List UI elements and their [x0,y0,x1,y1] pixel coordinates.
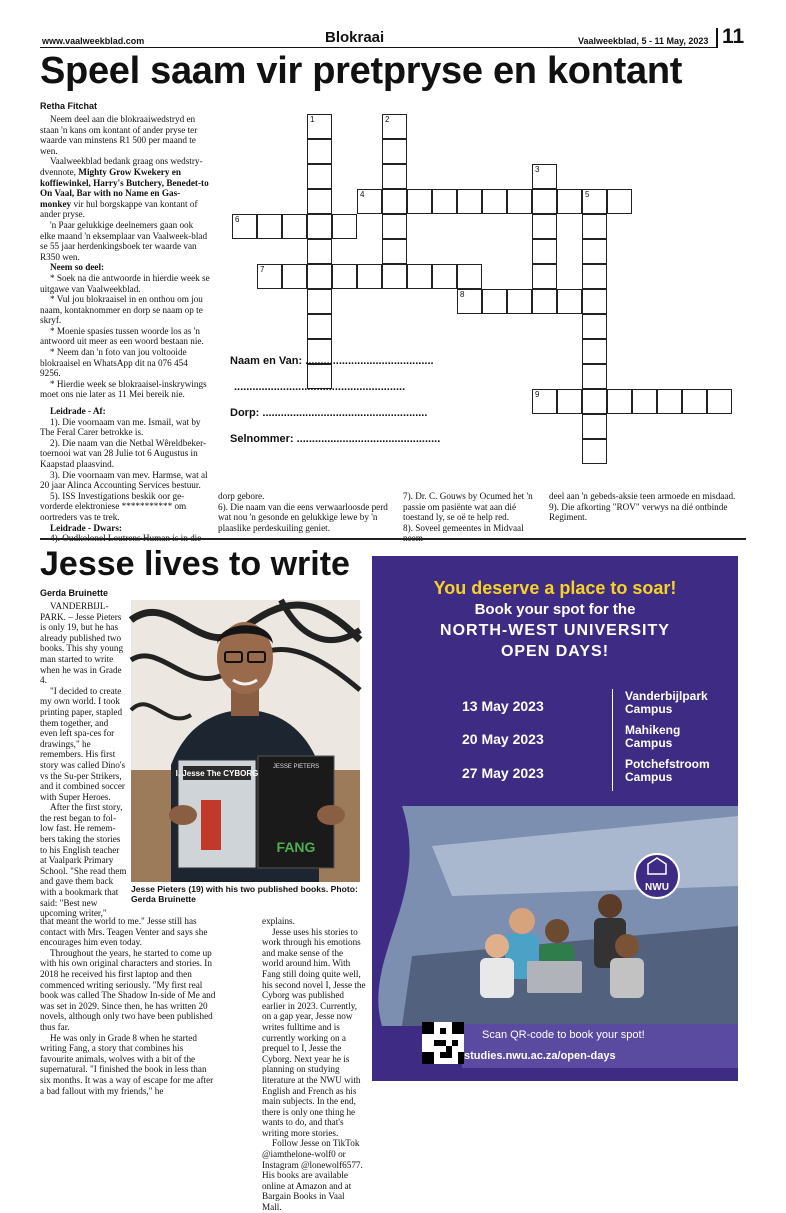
crossword-cell[interactable] [307,189,332,214]
crossword-cell[interactable] [582,239,607,264]
jesse-headline: Jesse lives to write [40,545,350,583]
crossword-cell[interactable] [307,289,332,314]
crossword-cell[interactable] [457,189,482,214]
jesse-article-text [40,601,127,919]
paragraph: 'n Paar gelukkige deelnemers gaan ook elke maand 'n eksemplaar van Vaalweek-blad se 55 jaar herdenkingsboek ter waarde van R350 wen. [40,219,208,262]
paragraph: Follow Jesse on TikTok @iamthelone-wolf0 or Instagram @lonewolf6577. His books are available online at Amazon and at Bargain Books in Vaal Mall. [262,1138,363,1213]
crossword-cell[interactable] [582,289,607,314]
clue-number: 1 [310,115,315,124]
crossword-cell[interactable] [582,439,607,464]
crossword-cell[interactable] [557,189,582,214]
ad-campus: Potchefstroom Campus [625,757,710,784]
crossword-cell[interactable] [382,264,407,289]
crossword-cell[interactable] [307,239,332,264]
ad-date: 27 May 2023 [462,765,544,781]
crossword-cell[interactable] [382,214,407,239]
instruction-item: * Neem dan 'n foto van jou voltooide blokraaisel en WhatsApp dit na 076 454 9256. [40,347,188,379]
clue-down: 2). Die naam van die Netbal Wêreldbeker-toernooi wat van 28 Julie tot 6 Augustus in Kaapstad plaasvind. [40,437,207,469]
crossword-cell[interactable] [307,164,332,189]
clue-down: 5). ISS Investigations beskik oor ge-vorderde elektroniese *********** om oortreders vas te trek. [40,490,187,522]
page-number: 11 [722,25,745,48]
clue-number: 5 [585,190,590,199]
instructions-title: Neem so deel: [50,262,105,273]
crossword-cell[interactable] [307,264,332,289]
instruction-item: * Hierdie week se blokraaisel-inskrywings moet ons nie later as 11 Mei bereik nie. [40,378,207,400]
crossword-cell[interactable] [607,389,632,414]
paragraph: VANDERBIJL-PARK. – Jesse Pieters is only 19, but he has already published two books. This shy young man started to write when he was in Grade 4. [40,601,124,686]
crossword-cell[interactable] [257,214,282,239]
ad-university: NORTH-WEST UNIVERSITY [440,622,670,639]
crossword-cell[interactable] [557,289,582,314]
header-rule [40,47,718,48]
photo-caption: Jesse Pieters (19) with his two published books. Photo: Gerda Bruinette [131,884,358,904]
clue-number: 4 [360,190,365,199]
clue-number: 8 [460,290,465,299]
clue-strip: dorp gebore. 6). Die naam van die eens verwaarloosde perd wat nou 'n gesonde en gelukkige lewe by 'n plaaslike perdeskuiling geniet. [218,491,388,533]
name-field-line2[interactable]: ........................................................ [234,381,406,393]
paragraph: that meant the world to me." Jesse still has contact with Mrs. Teagen Venter and says she encourages him even today. [40,916,208,948]
paragraph: Jesse uses his stories to work through his emotions and make sense of the world around him. With Fang still doing quite well, his second novel I, Jesse the Cyborg was published earlier in 2023. Currently, on a gap year, Jesse now writes fulltime and is currently working on a prequel to I, Jesse the Cyborg. Next year he is planning on studying literature at the NWU with English and French as his main subjects. In the end, there is only one thing he wants to do, and that's writing more stories. [262,926,366,1138]
crossword-cell[interactable] [432,264,457,289]
crossword-cell[interactable] [532,214,557,239]
clue-number: 7 [260,265,265,274]
jesse-photo [131,600,360,882]
crossword-cell[interactable] [582,314,607,339]
crossword-cell[interactable] [432,189,457,214]
crossword-cell[interactable] [382,139,407,164]
crossword-article-text [40,114,210,544]
ad-slogan: You deserve a place to soar! [433,578,677,598]
crossword-cell[interactable] [282,214,307,239]
crossword-cell[interactable] [382,164,407,189]
crossword-cell[interactable] [532,239,557,264]
clue-strip: deel aan 'n gebeds-aksie teen armoede en misdaad. 9). Die afkorting "ROV" verwys na dié ontbinde Regiment. [549,491,736,523]
clue-number: 3 [535,165,540,174]
issue-date: Vaalweekblad, 5 - 11 May, 2023 [578,36,709,46]
header-divider [716,28,718,47]
crossword-cell[interactable] [382,239,407,264]
crossword-cell[interactable] [407,264,432,289]
crossword-cell[interactable] [407,189,432,214]
paragraph: explains. [262,916,295,926]
crossword-cell[interactable] [332,264,357,289]
crossword-cell[interactable] [557,389,582,414]
crossword-cell[interactable] [532,189,557,214]
ad-date: 13 May 2023 [462,698,544,714]
crossword-cell[interactable] [382,189,407,214]
crossword-cell[interactable] [707,389,732,414]
date-divider [612,757,613,791]
crossword-cell[interactable] [507,189,532,214]
crossword-cell[interactable] [582,389,607,414]
paragraph: Neem deel aan die blokraaiwedstryd en staan 'n kans om kontant of ander pryse ter waarde van minstens R1 500 per maand te wen. [40,114,198,156]
crossword-cell[interactable] [607,189,632,214]
ad-campus: Vanderbijlpark Campus [625,689,708,716]
paragraph: Throughout the years, he started to come up with his own original characters and stories. In 2018 he received his first laptop and then commenced writing seriously. "My first real book was called The Shadow In-side of Me and was set in 2029. Since then, he has written 20 novels, although only two have been published thus far. [40,947,216,1032]
section-divider [40,538,746,540]
book1-title: I, Jesse The CYBORG [175,769,259,778]
crossword-headline: Speel saam vir pretpryse en kontant [40,50,683,92]
crossword-cell[interactable] [582,339,607,364]
book2-title: FANG [276,839,316,855]
name-field[interactable]: Naam en Van: .......................................... [230,355,434,367]
crossword-cell[interactable] [582,214,607,239]
date-divider [612,689,613,723]
crossword-cell[interactable] [332,214,357,239]
crossword-cell[interactable] [532,264,557,289]
paragraph: After the first story, the rest began to fol-low fast. He remem-bers taking the stories to his English teacher at Vaalpark Primary School. "She read them and gave them back with a bookmark that said: "Best new upcoming writer," [40,802,127,919]
clue-number: 9 [535,390,540,399]
crossword-cell[interactable] [307,139,332,164]
crossword-cell[interactable] [482,189,507,214]
instruction-item: * Moenie spasies tussen woorde los as 'n antwoord uit meer as een woord bestaan nie. [40,325,204,347]
students-image [372,806,738,1026]
town-field[interactable]: Dorp: ...................................................... [230,407,428,419]
instruction-item: * Vul jou blokraaisel in en onthou om jou naam, kontaknommer en dorp se naam op te skryf. [40,294,203,326]
clues-down-title: Leidrade - Af: [50,406,106,417]
phone-field[interactable]: Selnommer: ............................................... [230,433,441,445]
crossword-cell[interactable] [682,389,707,414]
ad-date: 20 May 2023 [462,731,544,747]
crossword-cell[interactable] [582,414,607,439]
qr-code[interactable] [422,1022,464,1064]
instruction-item: * Soek na die antwoorde in hierdie week se uitgawe van Vaalweekblad. [40,272,210,294]
ad-url[interactable]: studies.nwu.ac.za/open-days [464,1050,616,1062]
crossword-cell[interactable] [357,264,382,289]
paragraph: He was only in Grade 8 when he started writing Fang, a story that combines his favourite animals, wolves with a bit of the supernatural. "I finished the book in less than six months. It was a way of escape for me after a bad fallout with my friends," he [40,1032,214,1096]
crossword-cell[interactable] [482,289,507,314]
crossword-cell[interactable] [657,389,682,414]
paragraph: Vaalweekblad bedank graag ons wedstry-dvennote, Mighty Grow Kwekery en koffiewinkel, Harry's Butchery, Benedet-to On Vaal, Bar with no Name en Gas-monkey vir hul borgskappe van kontant of ander pryse. [40,156,209,220]
crossword-cell[interactable] [632,389,657,414]
crossword-cell[interactable] [582,264,607,289]
website-url: www.vaalweekblad.com [42,36,145,46]
qr-icon [422,1022,464,1064]
ad-campus: Mahikeng Campus [625,723,681,750]
crossword-cell[interactable] [507,289,532,314]
clue-down: 3). Die voornaam van mev. Harmse, wat al 20 jaar Alinca Accounting Services bestuur. [40,469,208,491]
clues-across-title: Leidrade - Dwars: [50,522,122,533]
crossword-byline: Retha Fitchat [40,101,98,111]
crossword-cell[interactable] [282,264,307,289]
clue-number: 6 [235,215,240,224]
crossword-cell[interactable] [582,364,607,389]
crossword-cell[interactable] [307,314,332,339]
nwu-badge-text: NWU [645,882,669,893]
jesse-article-text [262,916,366,1213]
ad-scan-text: Scan QR-code to book your spot! [482,1029,645,1041]
crossword-cell[interactable] [307,214,332,239]
section-title: Blokraai [325,29,385,46]
jesse-article-text [40,916,218,1096]
crossword-cell[interactable] [457,264,482,289]
nwu-advert[interactable] [372,556,738,1081]
clue-number: 2 [385,115,390,124]
clue-strip: 7). Dr. C. Gouws by Ocumed het 'n passie om pasiënte wat aan dié toestand ly, se oë te help red. 8). Soveel gemeentes in Midvaal [403,491,533,533]
jesse-byline: Gerda Bruinette [40,588,109,598]
paragraph: "I decided to create my own world. I took printing paper, stapled them together, and even left spa-ces for drawings," he remembers. His first story was called Dino's vs the Su-per Strikers, and it combined soccer with Super Heroes. [40,685,126,802]
ad-open-days: OPEN DAYS! [500,643,610,660]
clue-down: 1). Die voornaam van me. Ismail, wat by The Feral Carer betrokke is. [40,416,201,438]
book2-author: JESSE PIETERS [272,764,320,770]
ad-subline: Book your spot for the [474,601,636,618]
crossword-cell[interactable] [532,289,557,314]
date-divider [612,723,613,757]
